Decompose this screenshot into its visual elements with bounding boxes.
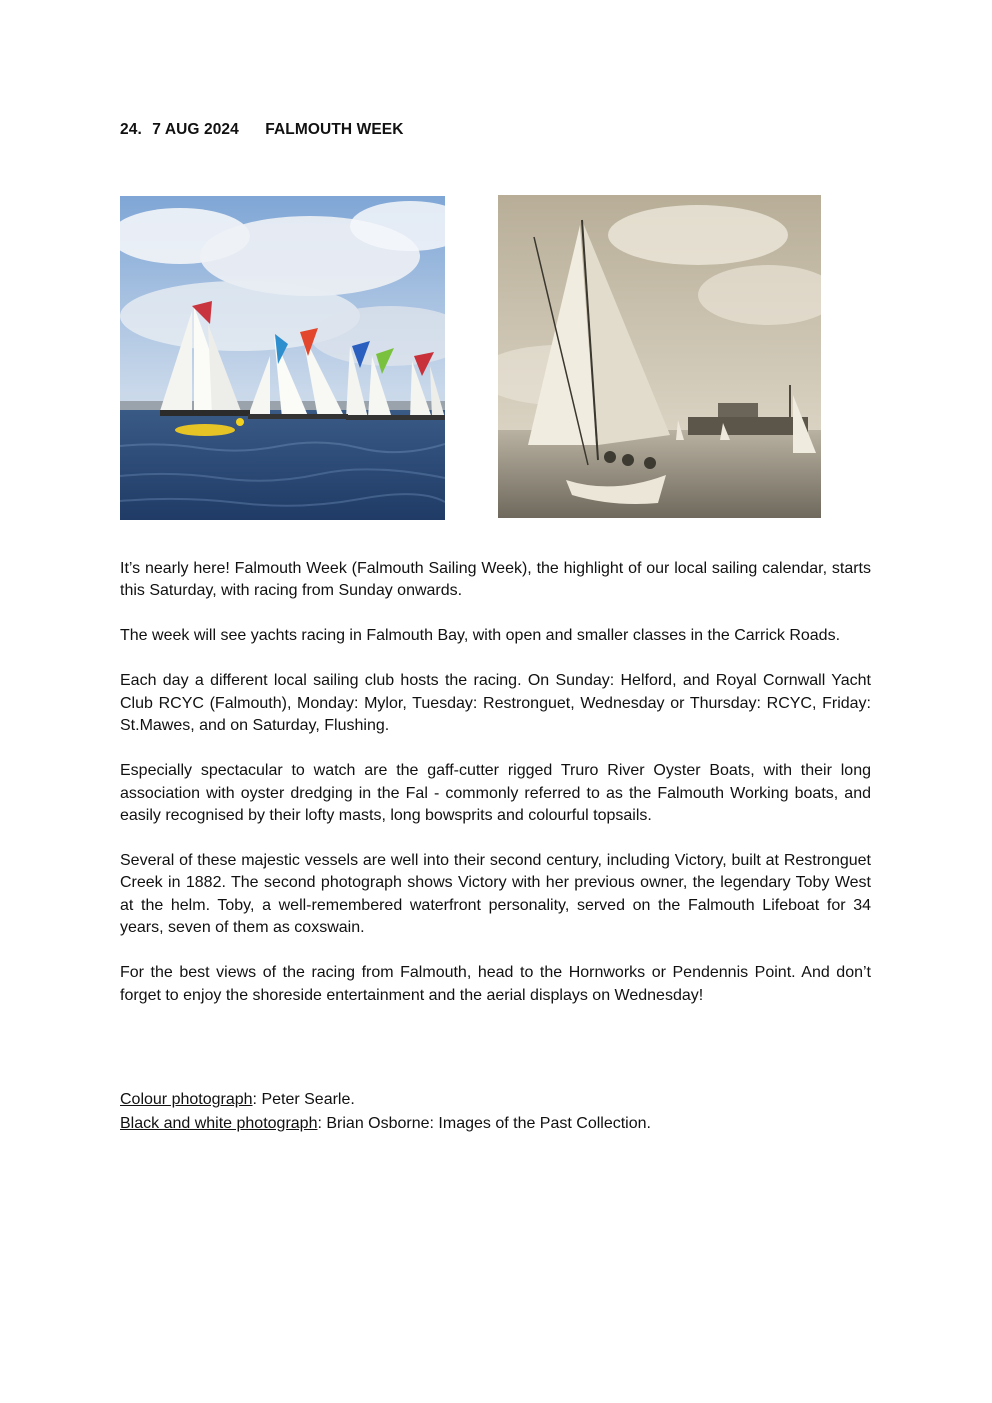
credit-colour-label: Colour photograph	[120, 1091, 253, 1108]
paragraph: Each day a different local sailing club hosts the racing. On Sunday: Helford, and Royal Cornwall Yacht Club RCYC (Falmouth), Monday: Mylor, Tuesday: Restronguet, Wednesday or Thursday: RCYC, Friday: St.Mawes, and on Saturday, Flushing.	[120, 672, 871, 735]
article-title: FALMOUTH WEEK	[265, 121, 404, 138]
article-body	[120, 558, 871, 1030]
sailing-regatta-image	[120, 196, 445, 520]
article-number: 24.	[120, 121, 142, 138]
paragraph: Especially spectacular to watch are the gaff-cutter rigged Truro River Oyster Boats, with their long association with oyster dredging in the Fal - commonly referred to as the Falmouth Working boats, and easily recognised by their lofty masts, long bowsprits and colourful topsails.	[120, 762, 871, 825]
paragraph: It’s nearly here! Falmouth Week (Falmouth Sailing Week), the highlight of our local sailing calendar, starts this Saturday, with racing from Sunday onwards.	[120, 560, 871, 600]
paragraph: Several of these majestic vessels are well into their second century, including Victory, built at Restronguet Creek in 1882. The second photograph shows Victory with her previous owner, the legendary Toby West at the helm. Toby, a well-remembered waterfront personality, served on the Falmouth Lifeboat for 34 years, seven of them as coxswain.	[120, 852, 871, 937]
credit-colour	[120, 1088, 871, 1112]
paragraph: The week will see yachts racing in Falmouth Bay, with open and smaller classes in the Carrick Roads.	[120, 627, 841, 645]
gaff-cutter-image	[498, 195, 821, 518]
credit-bw	[120, 1112, 871, 1136]
article-date: 7 AUG 2024	[152, 121, 239, 138]
sailing-regatta-colour-photo	[120, 196, 445, 520]
page-title	[120, 121, 404, 139]
credit-colour-value: : Peter Searle.	[252, 1091, 355, 1108]
photo-credits	[120, 1088, 871, 1135]
credit-bw-label: Black and white photograph	[120, 1114, 318, 1132]
gaff-cutter-bw-photo	[498, 195, 821, 518]
paragraph: For the best views of the racing from Falmouth, head to the Hornworks or Pendennis Point. And don’t forget to enjoy the shoreside entertainment and the aerial displays on Wednesday!	[120, 964, 871, 1004]
credit-bw-value: : Brian Osborne: Images of the Past Collection.	[317, 1114, 651, 1132]
